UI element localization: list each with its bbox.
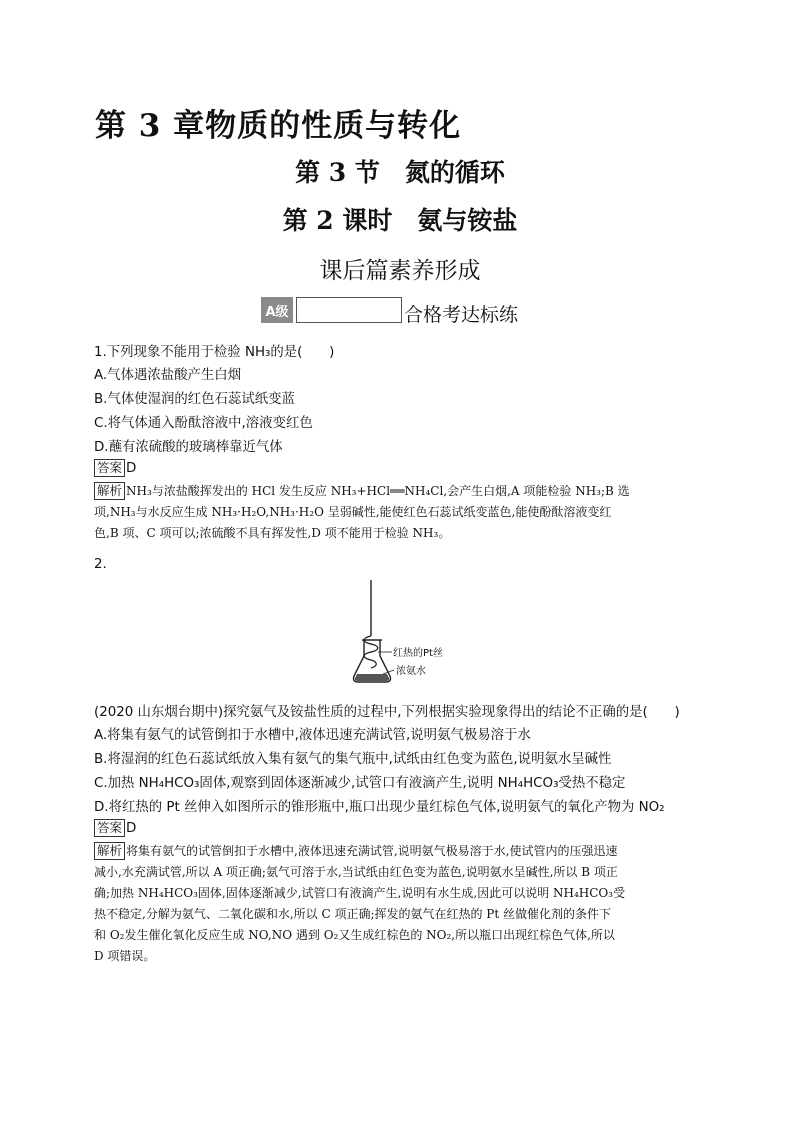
lesson-title: 第 2 课时 氨与铵盐 <box>282 206 518 235</box>
wire-label: 红热的Pt丝 <box>393 648 443 659</box>
level-badge: A级 <box>261 297 293 323</box>
q2-stem: (2020 山东烟台期中)探究氨气及铵盐性质的过程中,下列根据实验现象得出的结论不正确的是( ) <box>94 705 680 720</box>
explanation-label: 解析 <box>94 842 125 860</box>
q2-explanation <box>94 841 710 967</box>
q1-stem: 1.下列现象不能用于检验 NH₃的是( ) <box>94 345 335 360</box>
q2-expl-line-5: 和 O₂发生催化氧化反应生成 NO,NO 遇到 O₂又生成红棕色的 NO₂,所以瓶口出现红棕色气体,所以 <box>94 928 615 942</box>
pt-wire-coil-icon <box>364 636 378 668</box>
q1-option-b: B.气体使湿润的红色石蕊试纸变蓝 <box>94 392 295 407</box>
answer-label: 答案 <box>94 459 125 477</box>
q2-expl-line-1: 将集有氨气的试管倒扣于水槽中,液体迅速充满试管,说明氨气极易溶于水,使试管内的压强迅速 <box>126 844 618 858</box>
q2-expl-line-4: 热不稳定,分解为氨气、二氧化碳和水,所以 C 项正确;挥发的氨气在红热的 Pt 丝做催化剂的条件下 <box>94 907 612 921</box>
q1-option-d: D.蘸有浓硫酸的玻璃棒靠近气体 <box>94 440 283 455</box>
q1-expl-line-2: 项,NH₃与水反应生成 NH₃·H₂O,NH₃·H₂O 呈弱碱性,能使红色石蕊试纸变蓝色,能使酚酞溶液变红 <box>94 505 612 519</box>
level-header <box>261 295 519 326</box>
page-subtitle: 课后篇素养形成 <box>319 258 481 284</box>
q2-option-b: B.将湿润的红色石蕊试纸放入集有氨气的集气瓶中,试纸由红色变为蓝色,说明氨水呈碱性 <box>94 752 612 767</box>
q2-option-a: A.将集有氨气的试管倒扣于水槽中,液体迅速充满试管,说明氨气极易溶于水 <box>94 728 531 743</box>
q2-answer-value: D <box>126 821 137 836</box>
q1-answer-value: D <box>126 461 137 476</box>
q2-expl-line-6: D 项错误。 <box>94 949 156 963</box>
q2-option-c: C.加热 NH₄HCO₃固体,观察到固体逐渐减少,试管口有液滴产生,说明 NH₄HCO₃受热不稳定 <box>94 776 626 791</box>
q2-expl-line-3: 确;加热 NH₄HCO₃固体,固体逐渐减少,试管口有液滴产生,说明有水生成,因此可以说明 NH₄HCO₃受 <box>94 886 626 900</box>
liquid-label: 浓氨水 <box>396 666 426 677</box>
q1-option-c: C.将气体通入酚酞溶液中,溶液变红色 <box>94 416 313 431</box>
level-name: 合格考达标练 <box>404 304 519 326</box>
chapter-title: 第 3 章物质的性质与转化 <box>95 108 462 144</box>
q2-expl-line-2: 减小,水充满试管,所以 A 项正确;氨气可溶于水,当试纸由红色变为蓝色,说明氨水呈碱性,所以 B 项正 <box>94 865 618 879</box>
q2-number: 2. <box>94 557 107 572</box>
flask-figure <box>340 578 480 690</box>
q1-option-a: A.气体遇浓盐酸产生白烟 <box>94 368 242 383</box>
q2-answer <box>94 819 704 837</box>
section-title: 第 3 节 氮的循环 <box>295 158 505 187</box>
q1-answer <box>94 459 704 477</box>
q1-expl-line-3: 色,B 项、C 项可以;浓硫酸不具有挥发性,D 项不能用于检验 NH₃。 <box>94 526 451 540</box>
q2-option-d: D.将红热的 Pt 丝伸入如图所示的锥形瓶中,瓶口出现少量红棕色气体,说明氨气的氧化产物为 NO₂ <box>94 800 665 815</box>
answer-label: 答案 <box>94 819 125 837</box>
ammonia-liquid <box>355 674 389 681</box>
q1-expl-line-1: NH₃与浓盐酸挥发出的 HCl 发生反应 NH₃+HCl══NH₄Cl,会产生白烟,A 项能检验 NH₃;B 选 <box>126 484 630 498</box>
explanation-label: 解析 <box>94 482 125 500</box>
level-score-box <box>296 297 402 323</box>
q1-explanation <box>94 481 710 544</box>
